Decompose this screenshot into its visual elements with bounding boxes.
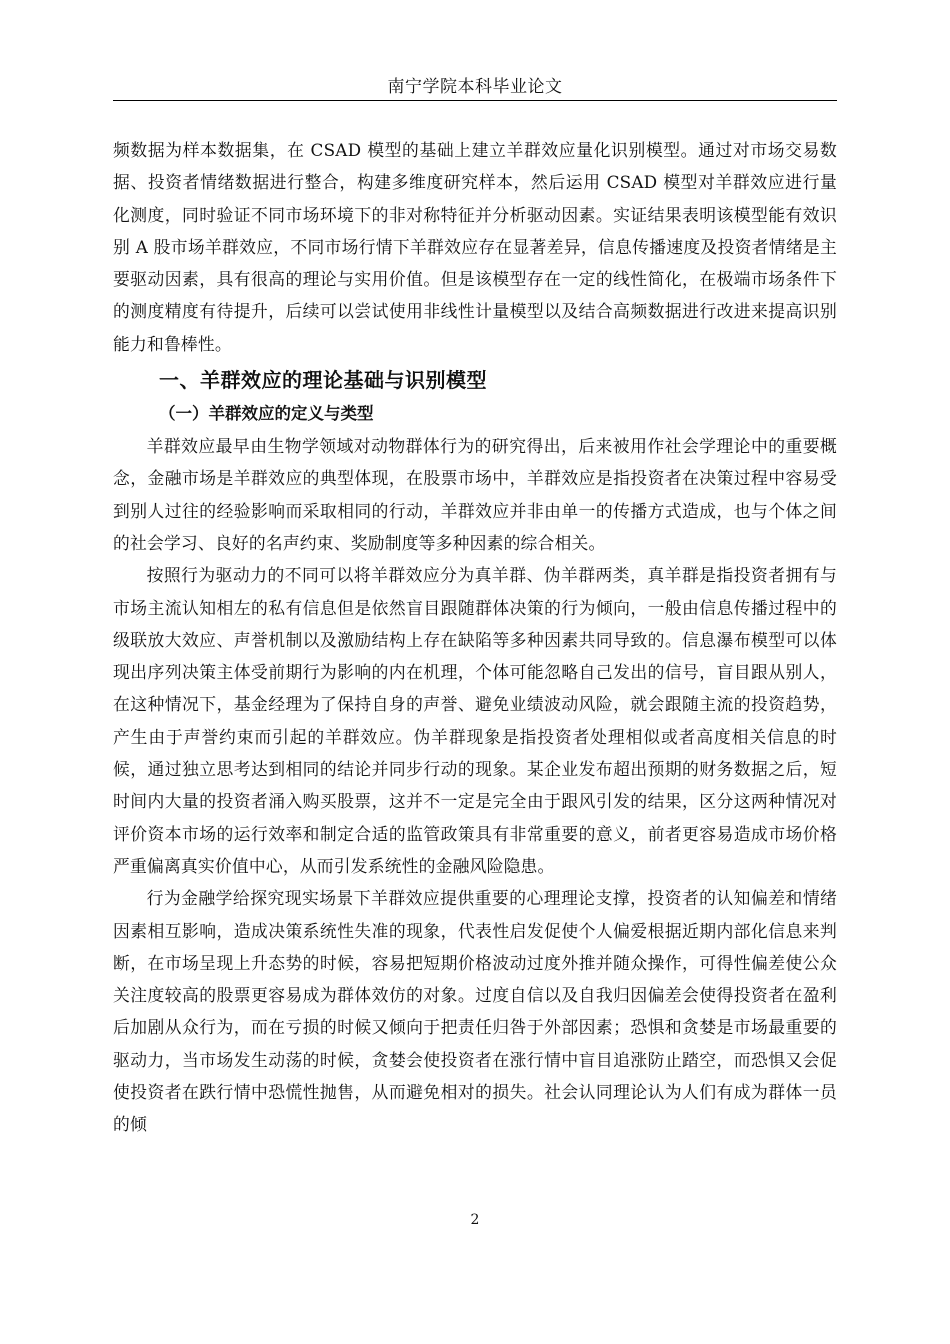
page-number: 2: [470, 1212, 480, 1228]
paragraph-definition: 羊群效应最早由生物学领域对动物群体行为的研究得出，后来被用作社会学理论中的重要概念，金融市场是羊群效应的典型体现，在股票市场中，羊群效应是指投资者在决策过程中容易受到别人过往的经验影响而采取相同的行动，羊群效应并非由单一的传播方式造成，也与个体之间的社会学习、良好的名声约束、奖励制度等多种因素的综合相关。: [113, 436, 837, 553]
header-divider: [113, 100, 837, 101]
page-header-title: 南宁学院本科毕业论文: [387, 77, 563, 97]
paragraph-continuation: 频数据为样本数据集，在 CSAD 模型的基础上建立羊群效应量化识别模型。通过对市场交易数据、投资者情绪数据进行整合，构建多维度研究样本，然后运用 CSAD 模型对羊群效应进行量化测度，同时验证不同市场环境下的非对称特征并分析驱动因素。实证结果表明该模型能有效识别 A 股市场羊群效应，不同市场行情下羊群效应存在显著差异，信息传播速度及投资者情绪是主要驱动因素，具有很高的理论与实用价值。但是该模型存在一定的线性简化，在极端市场条件下的测度精度有待提升，后续可以尝试使用非线性计量模型以及结合高频数据进行改进来提高识别能力和鲁棒性。: [113, 140, 837, 354]
subsection-heading: （一）羊群效应的定义与类型: [159, 404, 374, 424]
paragraph-types: 按照行为驱动力的不同可以将羊群效应分为真羊群、伪羊群两类，真羊群是指投资者拥有与市场主流认知相左的私有信息但是依然盲目跟随群体决策的行为倾向，一般由信息传播过程中的级联放大效应、声誉机制以及激励结构上存在缺陷等多种因素共同导致的。信息瀑布模型可以体现出序列决策主体受前期行为影响的内在机理，个体可能忽略自己发出的信号，盲目跟从别人，在这种情况下，基金经理为了保持自身的声誉、避免业绩波动风险，就会跟随主流的投资趋势，产生由于声誉约束而引起的羊群效应。伪羊群现象是指投资者处理相似或者高度相关信息的时候，通过独立思考达到相同的结论并同步行动的现象。某企业发布超出预期的财务数据之后，短时间内大量的投资者涌入购买股票，这并不一定是完全由于跟风引发的结果，区分这两种情况对评价资本市场的运行效率和制定合适的监管政策具有非常重要的意义，前者更容易造成市场价格严重偏离真实价值中心，从而引发系统性的金融风险隐患。: [113, 565, 837, 876]
page-body: [113, 134, 837, 1141]
section-heading: 一、羊群效应的理论基础与识别模型: [159, 368, 487, 393]
paragraph-behavioral-finance: 行为金融学给探究现实场景下羊群效应提供重要的心理理论支撑，投资者的认知偏差和情绪因素相互影响，造成决策系统性失准的现象，代表性启发促使个人偏爱根据近期内部化信息来判断，在市场呈现上升态势的时候，容易把短期价格波动过度外推并随众操作，可得性偏差使公众关注度较高的股票更容易成为群体效仿的对象。过度自信以及自我归因偏差会使得投资者在盈利后加剧从众行为，而在亏损的时候又倾向于把责任归咎于外部因素；恐惧和贪婪是市场最重要的驱动力，当市场发生动荡的时候，贪婪会使投资者在涨行情中盲目追涨防止踏空，而恐惧又会促使投资者在跌行情中恐慌性抛售，从而避免相对的损失。社会认同理论认为人们有成为群体一员的倾: [113, 888, 837, 1135]
